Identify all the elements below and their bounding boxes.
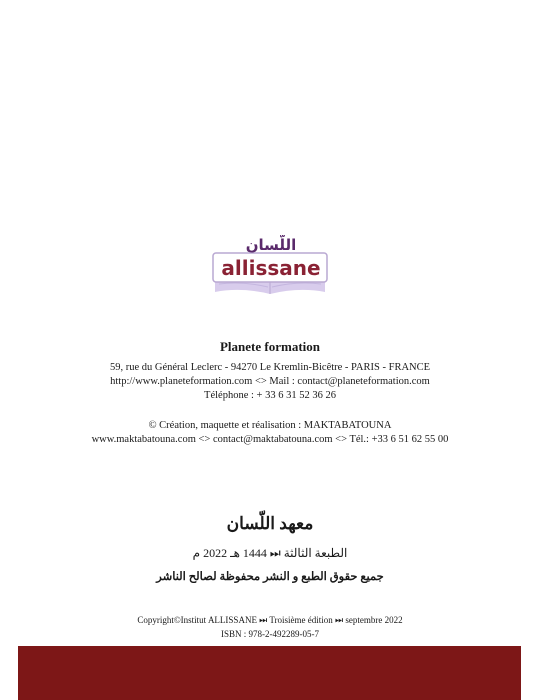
allissane-logo-graphic [211,235,329,295]
allissane-logo [211,235,329,295]
arabic-institute-title: معهد اللّسان [226,514,314,533]
copyright-line: Copyright©Institut ALLISSANE ⏭ Troisième édition ⏭ septembre 2022 [137,615,403,625]
credits-creation: © Création, maquette et réalisation : MAKTABATOUNA [148,420,392,431]
publisher-phone: Téléphone : + 33 6 31 52 36 26 [204,390,336,401]
credits-contact: www.maktabatouna.com <> contact@maktabatouna.com <> Tél.: +33 6 51 62 55 00 [91,434,449,445]
arabic-rights-line: جميع حقوق الطبع و النشر محفوظة لصالح الناشر [156,571,384,583]
isbn-line: ISBN : 978-2-492289-05-7 [221,629,319,639]
footer-band [18,646,521,700]
publisher-address: 59, rue du Général Leclerc - 94270 Le Kremlin-Bicêtre - PARIS - FRANCE [109,362,431,373]
publisher-name: Planete formation [219,339,320,354]
logo-latin-wordmark: allissane [221,256,321,280]
publisher-web-mail: http://www.planeteformation.com <> Mail : contact@planeteformation.com [110,376,430,387]
arabic-edition-line: الطبعة الثالثة ⏭ 1444 هـ 2022 م [192,546,348,560]
logo-arabic-wordmark: اللّسان [245,236,297,254]
